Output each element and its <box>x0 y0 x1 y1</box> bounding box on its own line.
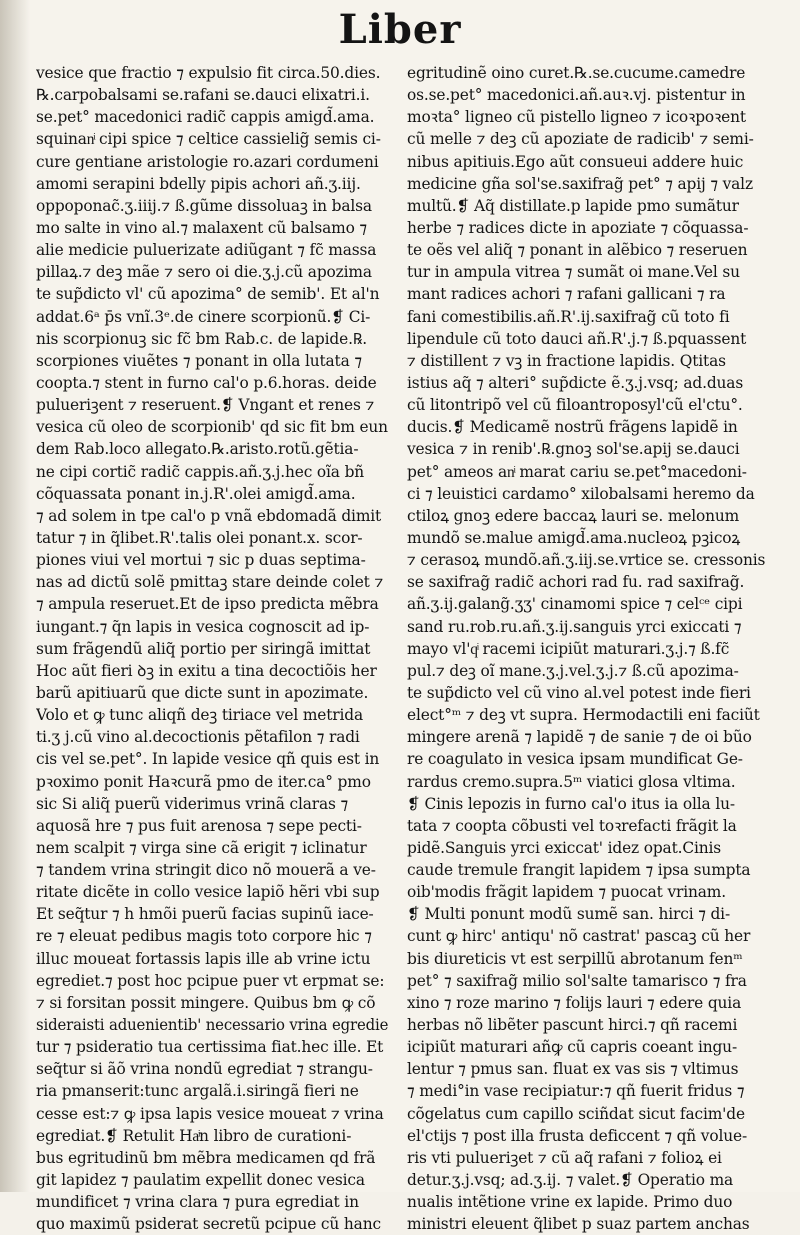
right-column-line: ci ⁊ leuistici cardamo° xilobalsami heremo da <box>407 484 755 503</box>
right-column-line: nibus apitiuis.Ego aũt consueui addere huic <box>407 152 744 171</box>
right-column-line: tur in ampula vitrea ⁊ sumãt oi mane.Vel su <box>407 263 740 282</box>
left-column-line: ⁊ tandem vrina stringit dico nõ mouerã a ve- <box>36 861 376 880</box>
right-column-line: ctiloꝝ gnoꝫ edere baccaꝝ lauri se. melonum <box>407 506 740 525</box>
left-column-line: egrediet.⁊ post hoc pcipue puer vt erpmat se: <box>36 971 385 990</box>
left-column-line: scorpiones viuẽtes ⁊ ponant in olla lutata ⁊ <box>36 351 362 370</box>
right-column-line: cũ melle ⁊ deꝫ cũ apoziate de radicib' ⁊ semi- <box>407 130 754 149</box>
right-column-line: tata ⁊ coopta cõbusti vel toꝛrefacti frãgit la <box>407 816 737 835</box>
right-column-line: re coagulato in vesica ipsam mundificat Ge- <box>407 750 743 769</box>
left-column-line: aquosã hre ⁊ pus fuit arenosa ⁊ sepe pecti- <box>36 816 362 835</box>
left-column-line: mundificet ⁊ vrina clara ⁊ pura egrediat in <box>36 1193 359 1212</box>
left-column-line: Volo et ꝙ tunc aliqñ deꝫ tiriace vel metrida <box>36 706 363 725</box>
right-column-line: egritudinẽ oino curet.℞.se.cucume.camedre <box>407 64 746 82</box>
left-column-line: alie medicie puluerizate adiũgant ⁊ fc̃ massa <box>36 241 377 260</box>
right-column-line: herbe ⁊ radices dicte in apoziate ⁊ cõquassa- <box>407 218 749 237</box>
left-column-line: sideraisti aduenientib' necessario vrina egredie <box>36 1016 388 1035</box>
right-column-line: lipendule cũ toto dauci añ.R'.j.⁊ ß.pquassent <box>407 329 747 348</box>
left-column-line: se.pet° macedonici radic̃ cappis amigd̃.ama. <box>36 108 375 127</box>
right-column-line: herbas nõ libẽter pascunt hirci.⁊ qñ racemi <box>407 1016 738 1035</box>
left-column-line: squinanͥ cipi spice ⁊ celtice cassielig̃ semis ci- <box>36 130 381 149</box>
left-column-line: sic Si aliq̃ puerũ viderimus vrinã claras ⁊ <box>36 794 348 813</box>
left-column-line: git lapidez ⁊ paulatim expellit donec vesica <box>36 1171 365 1190</box>
right-column-line: elect°ᵐ ⁊ deꝫ vt supra. Hermodactili eni faciũt <box>407 706 760 725</box>
left-column-line: quo maximũ psiderat secretũ pcipue cũ hanc <box>36 1215 381 1234</box>
right-column-line: lentur ⁊ pmus san. fluat ex vas sis ⁊ vltimus <box>407 1060 739 1079</box>
left-column-line: nis scorpionuꝫ sic fc̃ bm Rab.c. de lapide.℞. <box>36 329 367 348</box>
left-column-line: tatur ⁊ in q̃libet.R'.talis olei ponant.x. scor- <box>36 528 363 547</box>
left-column-line: pulueriꝫent ⁊ reseruent.❡ Vngant et renes ⁊ <box>36 396 375 415</box>
left-column-line: ria pmanserit:tunc argalã.i.siringã fieri ne <box>36 1082 359 1101</box>
right-column-line: ⁊ cerasoꝝ mundõ.añ.ʒ.iij.se.vrtice se. cressonis <box>407 551 765 570</box>
right-column-line: nualis intẽtione vrine ex lapide. Primo duo <box>407 1193 733 1212</box>
running-title: Liber <box>338 6 462 53</box>
right-column-line: pidẽ.Sanguis yrci exiccat' idez opat.Cinis <box>407 838 722 857</box>
right-column-line: pul.⁊ deꝫ oĩ mane.ʒ.j.vel.ʒ.j.⁊ ß.cũ apozima- <box>407 661 739 680</box>
right-column-line: istius aq̃ ⁊ alteri° sup̃dicte ẽ.ʒ.j.vsq; ad.duas <box>407 373 744 392</box>
left-column-line: ℞.carpobalsami se.rafani se.dauci elixatri.i. <box>36 86 370 105</box>
right-column-line: sand ru.rob.ru.añ.ʒ.ij.sanguis yrci exiccati ⁊ <box>407 617 742 636</box>
right-column-line: el'ctijs ⁊ post illa frusta deficcent ⁊ qñ volue- <box>407 1126 748 1145</box>
right-column-line: pet° ⁊ saxifrag̃ milio sol'salte tamarisco ⁊ fra <box>407 971 747 990</box>
right-column-line: vesica ⁊ in renib'.℞.gnoꝫ sol'se.apij se.dauci <box>407 440 740 459</box>
page-header <box>0 4 800 62</box>
left-column-line: cure gentiane aristologie ro.azari cordumeni <box>36 152 379 171</box>
right-column-line: cũ litontripõ vel cũ filoantroposyl'cũ el'ctu°. <box>407 396 743 415</box>
left-column-line: ⁊ si forsitan possit mingere. Quibus bm ꝙ cõ <box>36 993 376 1012</box>
right-column-line: mundõ se.malue amigd̃.ama.nucleoꝝ pꝫicoꝝ <box>407 528 741 547</box>
left-column-line: tur ⁊ psideratio tua certissima fiat.hec ille. Et <box>36 1038 384 1057</box>
left-column-line: ⁊ ad solem in tpe cal'o p vnã ebdomadã dimit <box>36 506 382 525</box>
left-column-line: egrediat.❡ Retulit Haͥn libro de curationi- <box>36 1126 352 1145</box>
left-column-line: Hoc aũt fieri ꝺꝫ in exitu a tina decoctiõis her <box>36 661 377 680</box>
left-column-line: iungant.⁊ q̃n lapis in vesica cognoscit ad ip- <box>36 617 370 636</box>
left-column-line: illuc moueat fortassis lapis ille ab vrine ictu <box>36 949 371 968</box>
left-column-line: ti.ʒ j.cũ vino al.decoctionis pẽtafilon ⁊ radi <box>36 728 360 747</box>
right-column-line: ducis.❡ Medicamẽ nostrũ frãgens lapidẽ in <box>407 418 738 437</box>
right-column-line: te oẽs vel aliq̃ ⁊ ponant in alẽbico ⁊ reseruen <box>407 241 748 260</box>
left-column-line: pillaꝝ.⁊ deꝫ mãe ⁊ sero oi die.ʒ.j.cũ apozima <box>36 263 372 282</box>
left-column-line: oppoponac̃.ʒ.iiij.⁊ ß.gũme dissoluaꝫ in balsa <box>36 196 372 215</box>
left-column-line: ritate dicẽte in collo vesice lapiõ hẽri vbi sup <box>36 883 380 902</box>
left-column-line: bus egritudinũ bm mẽbra medicamen qd frã <box>36 1148 376 1167</box>
right-column-line: ministri eleuent q̃libet p suaz partem anchas <box>407 1215 750 1234</box>
right-column-line: te sup̃dicto vel cũ vino al.vel potest inde fieri <box>407 683 751 702</box>
left-column-line: nem scalpit ⁊ virga sine cã erigit ⁊ iclinatur <box>36 838 367 857</box>
right-column-line: multũ.❡ Aq̃ distillate.p lapide pmo sumãtur <box>407 196 739 215</box>
left-column-line: amomi serapini bdelly pipis achori añ.ʒ.iij. <box>36 174 361 193</box>
left-column-line: addat.6ᵃ p̄s vnĩ.3ᵉ.de cinere scorpionũ.❡ Ci- <box>36 307 371 326</box>
left-column-line: cõquassata ponant in.j.R'.olei amigd̃.ama. <box>36 484 356 503</box>
left-column-line: barũ apitiuarũ que dicte sunt in apozimate. <box>36 683 369 702</box>
left-column-line: ne cipi cortic̃ radic̃ cappis.añ.ʒ.j.hec oĩa bñ <box>36 462 365 481</box>
binding-shadow <box>0 0 30 1192</box>
right-column-line: pet° ameos anͥ marat cariu se.pet°macedoni- <box>407 462 747 481</box>
right-column-line: fani comestibilis.añ.R'.ij.saxifrag̃ cũ toto fi <box>407 307 730 326</box>
right-column-line: xino ⁊ roze marino ⁊ folijs lauri ⁊ edere quia <box>407 993 742 1012</box>
right-column-line: oib'modis frãgit lapidem ⁊ puocat vrinam. <box>407 883 726 902</box>
left-column-line: mo salte in vino al.⁊ malaxent cũ balsamo ⁊ <box>36 218 367 237</box>
left-column-line: vesica cũ oleo de scorpionib' qd sic fit bm eun <box>36 418 388 437</box>
left-column-line: sum frãgendũ aliq̃ portio per siringã imittat <box>36 639 371 658</box>
right-column-line: rardus cremo.supra.5ᵐ viatici glosa vltima. <box>407 772 736 791</box>
left-column-line: Et seq̃tur ⁊ h hmõi puerũ facias supinũ iace- <box>36 905 374 924</box>
right-column-line: bis diureticis vt est serpillũ abrotanum fenᵐ <box>407 949 743 968</box>
right-column-line: mayo vl'qͥ racemi icipiũt maturari.ʒ.j.⁊ ß.fc̃ <box>407 639 730 658</box>
right-column-line: ⁊ distillent ⁊ vꝫ in fractione lapidis. Qtitas <box>407 351 726 370</box>
left-column-line: pꝛoximo ponit Haꝛcurã pmo de iter.ca° pmo <box>36 772 371 791</box>
right-column-line: cunt ꝙ hirc' antiqu' nõ castrat' pascaꝫ cũ her <box>407 927 751 946</box>
left-column <box>36 62 388 1235</box>
right-column-line: icipiũt maturari añꝙ cũ capris coeant ingu- <box>407 1038 737 1057</box>
right-column-line: ❡ Multi ponunt modũ sumẽ san. hirci ⁊ di- <box>407 905 730 924</box>
right-column-line: caude tremule frangit lapidem ⁊ ipsa sumpta <box>407 861 751 880</box>
left-column-line: ⁊ ampula reseruet.Et de ipso predicta mẽbra <box>36 595 379 614</box>
right-column-line: mant radices achori ⁊ rafani gallicani ⁊ ra <box>407 285 726 304</box>
right-column-line: mingere arenã ⁊ lapidẽ ⁊ de sanie ⁊ de oi bũo <box>407 728 752 747</box>
right-column-line: medicine gña sol'se.saxifrag̃ pet° ⁊ apij ⁊ valz <box>407 174 753 193</box>
right-column-line: ❡ Cinis lepozis in furno cal'o itus ia olla lu- <box>407 794 735 813</box>
left-column-line: cesse est:⁊ ꝙ ipsa lapis vesice moueat ⁊ vrina <box>36 1104 384 1123</box>
left-column-line: seq̃tur si ãõ vrina nondũ egrediat ⁊ strangu- <box>36 1060 373 1079</box>
left-column-line: re ⁊ eleuat pedibus magis toto corpore hic ⁊ <box>36 927 372 946</box>
left-column-line: piones viui vel mortui ⁊ sic p duas septima- <box>36 551 366 570</box>
right-column-line: os.se.pet° macedonici.añ.auꝛ.vj. pistentur in <box>407 86 746 105</box>
right-column-line: añ.ʒ.ij.galang̃.ʒʒ' cinamomi spice ⁊ celᶜᵉ cipi <box>407 595 743 614</box>
right-column-line: moꝛta° ligneo cũ pistello ligneo ⁊ icoꝛpoꝛent <box>407 108 746 127</box>
left-column-line: cis vel se.pet°. In lapide vesice qñ quis est in <box>36 750 380 769</box>
left-column-line: vesice que fractio ⁊ expulsio fit circa.50.dies. <box>36 64 381 82</box>
right-column-line: cõgelatus cum capillo sciñdat sicut facim'de <box>407 1104 745 1123</box>
left-column-line: dem Rab.loco allegato.℞.aristo.rotũ.gẽtia- <box>36 440 359 459</box>
left-column-line: nas ad dictũ solẽ pmittaꝫ stare deinde colet ⁊ <box>36 573 384 592</box>
left-column-line: coopta.⁊ stent in furno cal'o p.6.horas. deide <box>36 373 377 392</box>
right-column-line: detur.ʒ.j.vsq; ad.ʒ.ij. ⁊ valet.❡ Operatio ma <box>407 1171 734 1190</box>
left-column-line: te sup̃dicto vl' cũ apozima° de semib'. Et al'n <box>36 285 380 304</box>
right-column <box>407 62 765 1235</box>
right-column-line: ⁊ medi°in vase recipiatur:⁊ qñ fuerit fridus ⁊ <box>407 1082 745 1101</box>
right-column-line: se saxifrag̃ radic̃ achori rad fu. rad saxifrag̃. <box>407 573 745 592</box>
right-column-line: ris vti pulueriꝫet ⁊ cũ aq̃ rafani ⁊ folioꝝ ei <box>407 1148 722 1167</box>
